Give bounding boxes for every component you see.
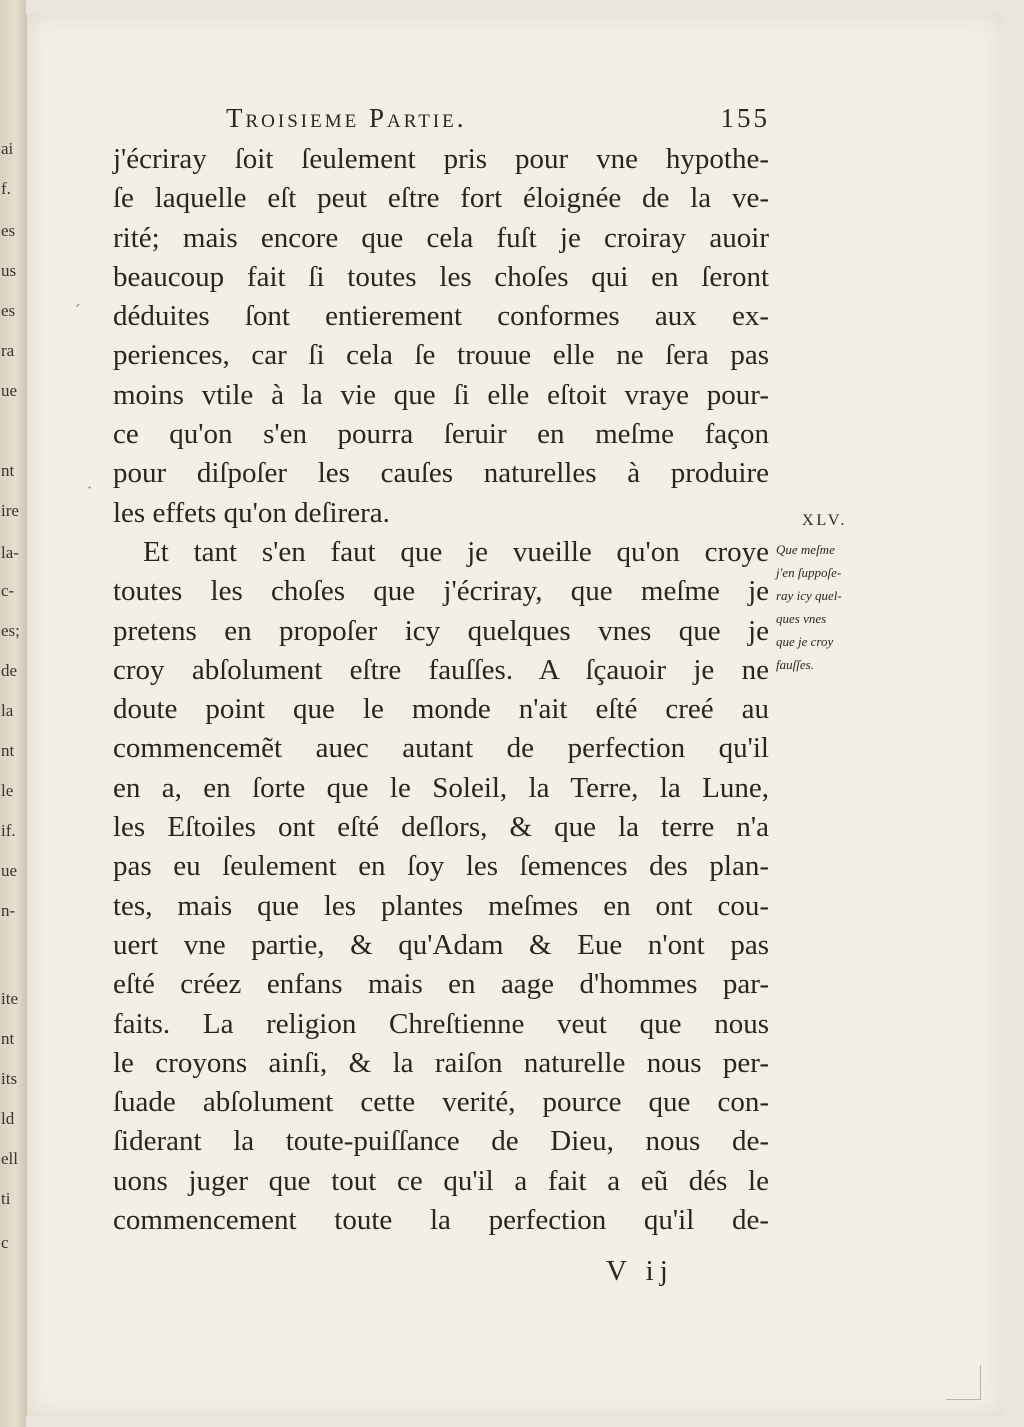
text-line: uert vne partie, & qu'Adam & Eue n'ont pas — [113, 928, 769, 961]
previous-page-fragment: es — [1, 221, 16, 240]
text-line: ſuade abſolument cette verité, pource que con- — [113, 1086, 769, 1119]
text-line: ce qu'on s'en pourra ſeruir en meſme façon — [113, 418, 769, 451]
body-text — [113, 140, 769, 1240]
previous-page-fragment: es; — [1, 621, 20, 640]
text-line: déduites ſont entierement conformes aux ex- — [113, 300, 769, 333]
margin-note-line: Que meſme — [776, 542, 835, 557]
previous-page-fragment: c — [1, 1233, 9, 1252]
previous-page-fragment: if. — [1, 821, 16, 840]
section-number: XLV. — [802, 512, 848, 529]
text-line: rité; mais encore que cela fuſt je croiray auoir — [113, 221, 769, 254]
page-corner-fold — [946, 1365, 981, 1400]
previous-page-fragment: ell — [1, 1149, 18, 1168]
margin-note-line: j'en ſuppoſe- — [776, 565, 842, 580]
previous-page-fragment: la- — [1, 543, 19, 562]
text-line: eſté créez enfans mais en aage d'hommes par- — [113, 968, 769, 1001]
margin-note — [776, 512, 886, 676]
text-line: faits. La religion Chreſtienne veut que nous — [113, 1007, 769, 1040]
signature-mark: V ij — [606, 1255, 674, 1287]
text-line: en a, en ſorte que le Soleil, la Terre, la Lune, — [113, 771, 769, 804]
previous-page-fragment: le — [1, 781, 14, 800]
text-line: uons juger que tout ce qu'il a fait a eũ dés le — [113, 1164, 769, 1197]
previous-page-fragment: f. — [1, 179, 11, 198]
previous-page-fragment: ite — [1, 989, 18, 1008]
text-line: ſe laquelle eſt peut eſtre fort éloignée de la ve- — [113, 182, 769, 215]
previous-page-fragment: nt — [1, 461, 15, 480]
previous-page-fragment: ire — [1, 501, 19, 520]
text-line: j'écriray ſoit ſeulement pris pour vne hypothe- — [113, 143, 769, 175]
running-header — [226, 103, 770, 137]
previous-page-fragment: c- — [1, 581, 15, 600]
previous-page-edge — [0, 0, 26, 1427]
text-line: doute point que le monde n'ait eſté creé au — [113, 693, 769, 726]
margin-note-line: que je croy — [776, 634, 834, 649]
text-line: croy abſolument eſtre fauſſes. A ſçauoir je ne — [113, 653, 769, 686]
text-line: pretens en propoſer icy quelques vnes que je — [113, 614, 769, 647]
text-line: pour diſpoſer les cauſes naturelles à produire — [113, 457, 769, 490]
previous-page-fragment: ld — [1, 1109, 15, 1128]
text-line: les Eſtoiles ont eſté deſlors, & que la terre n'a — [113, 811, 769, 844]
previous-page-fragment: its — [1, 1069, 18, 1088]
text-line: les effets qu'on deſirera. — [113, 496, 390, 529]
previous-page-fragment: ti — [1, 1189, 11, 1208]
margin-note-line: ray icy quel- — [776, 588, 842, 603]
margin-note-line: fauſſes. — [776, 657, 814, 672]
text-line: beaucoup fait ſi toutes les choſes qui en ſeront — [113, 260, 769, 293]
paragraph-start-line: Et tant s'en faut que je vueille qu'on croye — [143, 535, 769, 568]
previous-page-fragment: es — [1, 301, 16, 320]
ink-mark: ˊ — [73, 302, 81, 321]
text-line: periences, car ſi cela ſe trouue elle ne ſera pas — [113, 339, 769, 372]
text-line: ſiderant la toute-puiſſance de Dieu, nous de- — [113, 1125, 769, 1158]
ink-mark: · — [87, 478, 93, 497]
text-line: le croyons ainſi, & la raiſon naturelle nous per- — [113, 1046, 769, 1079]
running-title: Troisieme Partie. — [226, 103, 467, 133]
previous-page-fragment: ra — [1, 341, 15, 360]
previous-page-fragment: la — [1, 701, 14, 720]
previous-page-fragment: nt — [1, 1029, 15, 1048]
text-line: commencemẽt auec autant de perfection qu'il — [113, 732, 769, 765]
text-line: toutes les choſes que j'écriray, que meſme je — [113, 575, 769, 608]
previous-page-fragment: nt — [1, 741, 15, 760]
page-number: 155 — [720, 103, 770, 133]
text-line: commencement toute la perfection qu'il de- — [113, 1204, 769, 1237]
text-line: pas eu ſeulement en ſoy les ſemences des plan- — [113, 850, 769, 883]
previous-page-fragment: ue — [1, 381, 18, 400]
previous-page-fragment: ue — [1, 861, 18, 880]
margin-note-line: ques vnes — [776, 611, 827, 626]
previous-page-fragment: de — [1, 661, 18, 680]
text-line: moins vtile à la vie que ſi elle eſtoit vraye pour- — [113, 378, 769, 411]
previous-page-fragment: ai — [1, 139, 14, 158]
previous-page-fragment: n- — [1, 901, 16, 920]
previous-page-fragment: us — [1, 261, 17, 280]
text-line: tes, mais que les plantes meſmes en ont cou- — [113, 889, 769, 922]
